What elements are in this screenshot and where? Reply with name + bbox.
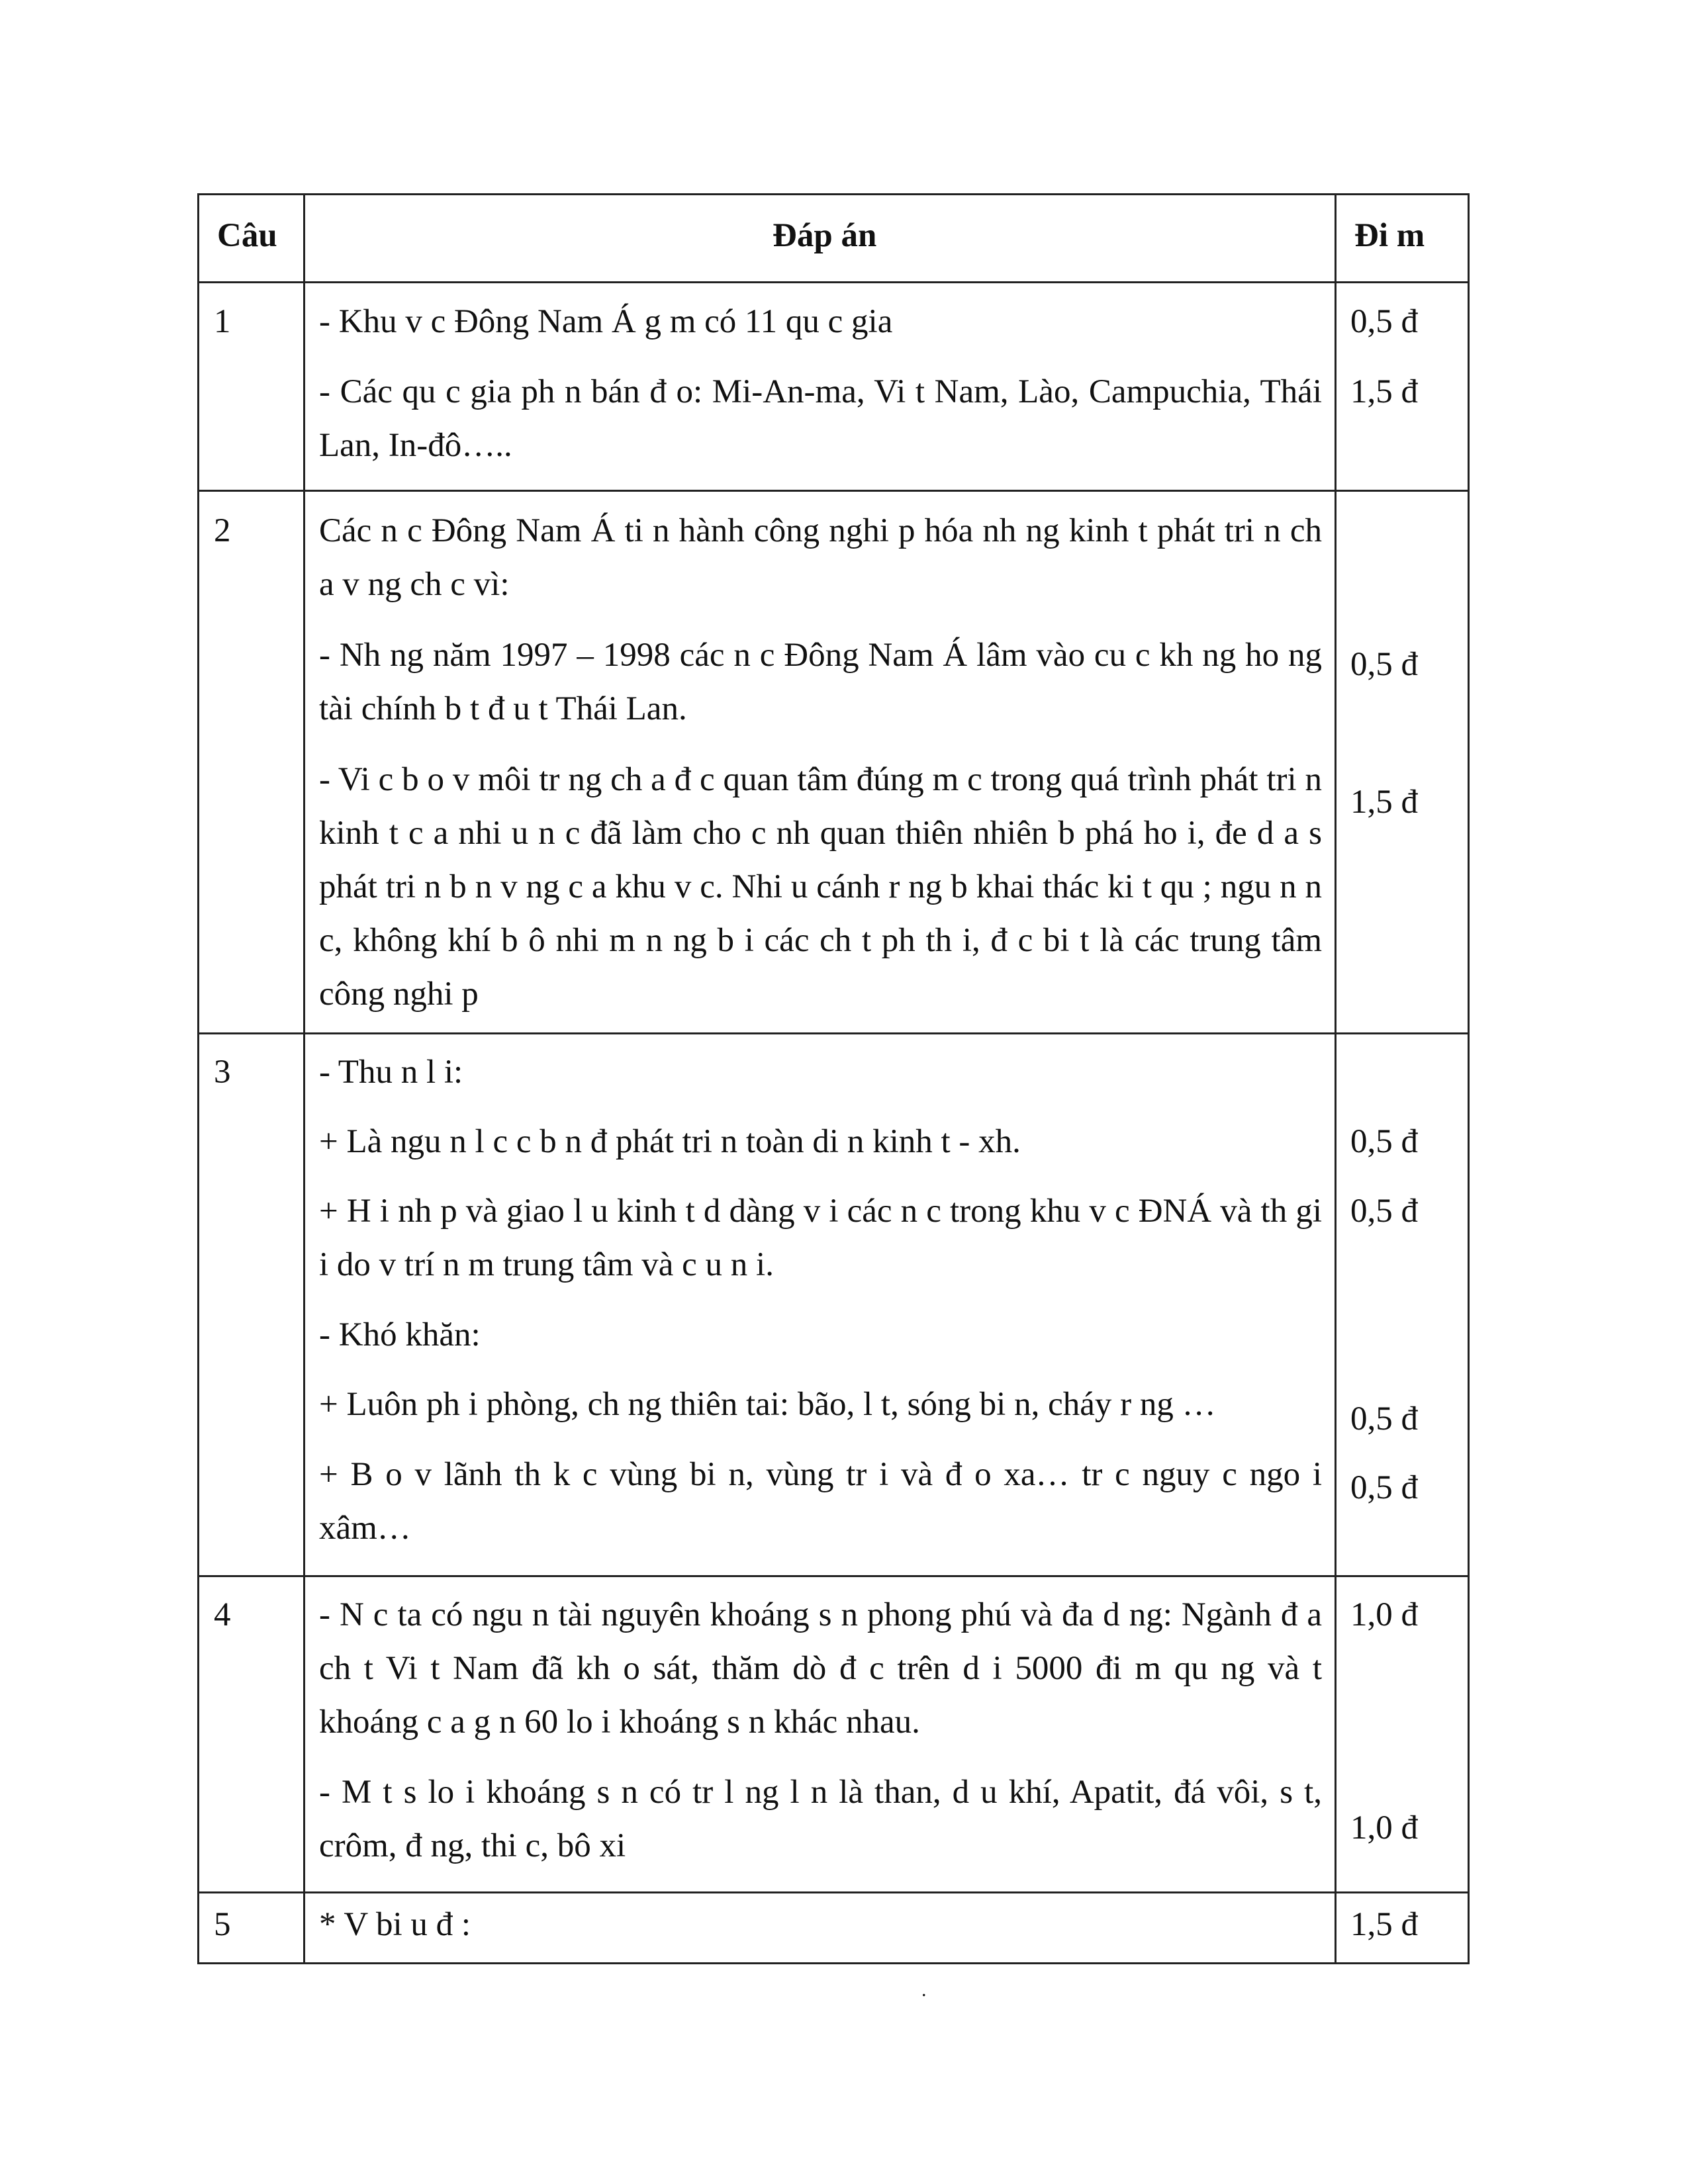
answer-1-line-1 (319, 295, 1322, 349)
row-divider-3 (197, 1575, 1470, 1577)
question-number-2: 2 (214, 512, 231, 549)
answer-3-point-2 (319, 1185, 1322, 1292)
table-border-bottom (197, 1962, 1470, 1964)
score-3-4: 0,5 đ (1350, 1469, 1418, 1506)
row-divider-4 (197, 1891, 1470, 1893)
header-divider (197, 281, 1470, 283)
answer-text: + B o v lãnh th k c vùng bi n, vùng tr i và đ o xa… tr c nguy c ngo i xâm… (319, 1456, 1322, 1547)
answer-3-point-1 (319, 1115, 1322, 1169)
score-2-1: 0,5 đ (1350, 646, 1418, 683)
table-border-right (1468, 193, 1470, 1964)
answer-2-intro (319, 504, 1322, 612)
table-divider-question (303, 193, 305, 1964)
answer-4-point-1 (319, 1588, 1322, 1749)
answer-1-line-2 (319, 365, 1322, 473)
answer-text: + H i nh p và giao l u kinh t d dàng v i các n c trong khu v c ĐNÁ và th gi i do v trí n m trung tâm và c u n i. (319, 1193, 1322, 1283)
score-3-2: 0,5 đ (1350, 1193, 1418, 1230)
header-answer: Đáp án (773, 217, 877, 254)
score-4-1: 1,0 đ (1350, 1596, 1418, 1633)
answer-text: - Vi c b o v môi tr ng ch a đ c quan tâm đúng m c trong quá trình phát tri n kinh t c a nhi u n c đã làm cho c nh quan thiên nhiên b phá ho i, đe d a s phát tri n b n v ng c a khu v c. Nhi u cánh r ng b khai thác ki t qu ; ngu n n c, không khí b ô nhi m n ng b i các ch t ph th i, đ c bi t là các trung tâm công nghi p (319, 761, 1322, 1013)
question-number-1: 1 (214, 303, 231, 340)
score-3-3: 0,5 đ (1350, 1400, 1418, 1437)
answer-5-line-1 (319, 1898, 1322, 1952)
answer-key-table (197, 193, 1470, 1964)
answer-text: * V bi u đ : (319, 1906, 471, 1943)
answer-text: Các n c Đông Nam Á ti n hành công nghi p hóa nh ng kinh t phát tri n ch a v ng ch c vì: (319, 512, 1322, 603)
answer-text: + Là ngu n l c c b n đ phát tri n toàn di n kinh t - xh. (319, 1123, 1021, 1160)
row-divider-2 (197, 1032, 1470, 1034)
question-number-3: 3 (214, 1054, 231, 1091)
answer-text: - Thu n l i: (319, 1054, 463, 1091)
question-number-4: 4 (214, 1596, 231, 1633)
answer-text: - Khu v c Đông Nam Á g m có 11 qu c gia (319, 303, 893, 340)
footer-dot: . (921, 1979, 927, 2001)
table-border-top (197, 193, 1470, 195)
score-4-2: 1,0 đ (1350, 1809, 1418, 1846)
score-1-2: 1,5 đ (1350, 373, 1418, 410)
answer-text: - N c ta có ngu n tài nguyên khoáng s n phong phú và đa d ng: Ngành đ a ch t Vi t Nam đã kh o sát, thăm dò đ c trên d i 5000 đi m qu ng và t khoáng c a g n 60 lo i khoáng s n khác nhau. (319, 1596, 1322, 1741)
answer-text: - Các qu c gia ph n bán đ o: Mi-An-ma, Vi t Nam, Lào, Campuchia, Thái Lan, In-đô….. (319, 373, 1322, 464)
answer-text: - Nh ng năm 1997 – 1998 các n c Đông Nam Á lâm vào cu c kh ng ho ng tài chính b t đ u t Thái Lan. (319, 637, 1322, 727)
answer-3-difficulties (319, 1308, 1322, 1362)
answer-3-point-3 (319, 1378, 1322, 1432)
answer-2-point-2 (319, 753, 1322, 1021)
table-border-left (197, 193, 199, 1964)
score-5-1: 1,5 đ (1350, 1906, 1418, 1943)
header-score: Đi m (1354, 217, 1425, 254)
answer-text: - M t s lo i khoáng s n có tr l ng l n là than, d u khí, Apatit, đá vôi, s t, crôm, đ ng, thi c, bô xi (319, 1774, 1322, 1864)
table-divider-score (1335, 193, 1336, 1964)
score-2-2: 1,5 đ (1350, 784, 1418, 821)
question-number-5: 5 (214, 1906, 231, 1943)
answer-text: - Khó khăn: (319, 1316, 481, 1353)
score-1-1: 0,5 đ (1350, 303, 1418, 340)
answer-2-point-1 (319, 629, 1322, 736)
score-3-1: 0,5 đ (1350, 1123, 1418, 1160)
header-question: Câu (217, 217, 277, 254)
answer-3-advantages (319, 1046, 1322, 1099)
answer-4-point-2 (319, 1766, 1322, 1873)
answer-3-point-4 (319, 1448, 1322, 1555)
row-divider-1 (197, 490, 1470, 492)
answer-text: + Luôn ph i phòng, ch ng thiên tai: bão, l t, sóng bi n, cháy r ng … (319, 1386, 1216, 1423)
